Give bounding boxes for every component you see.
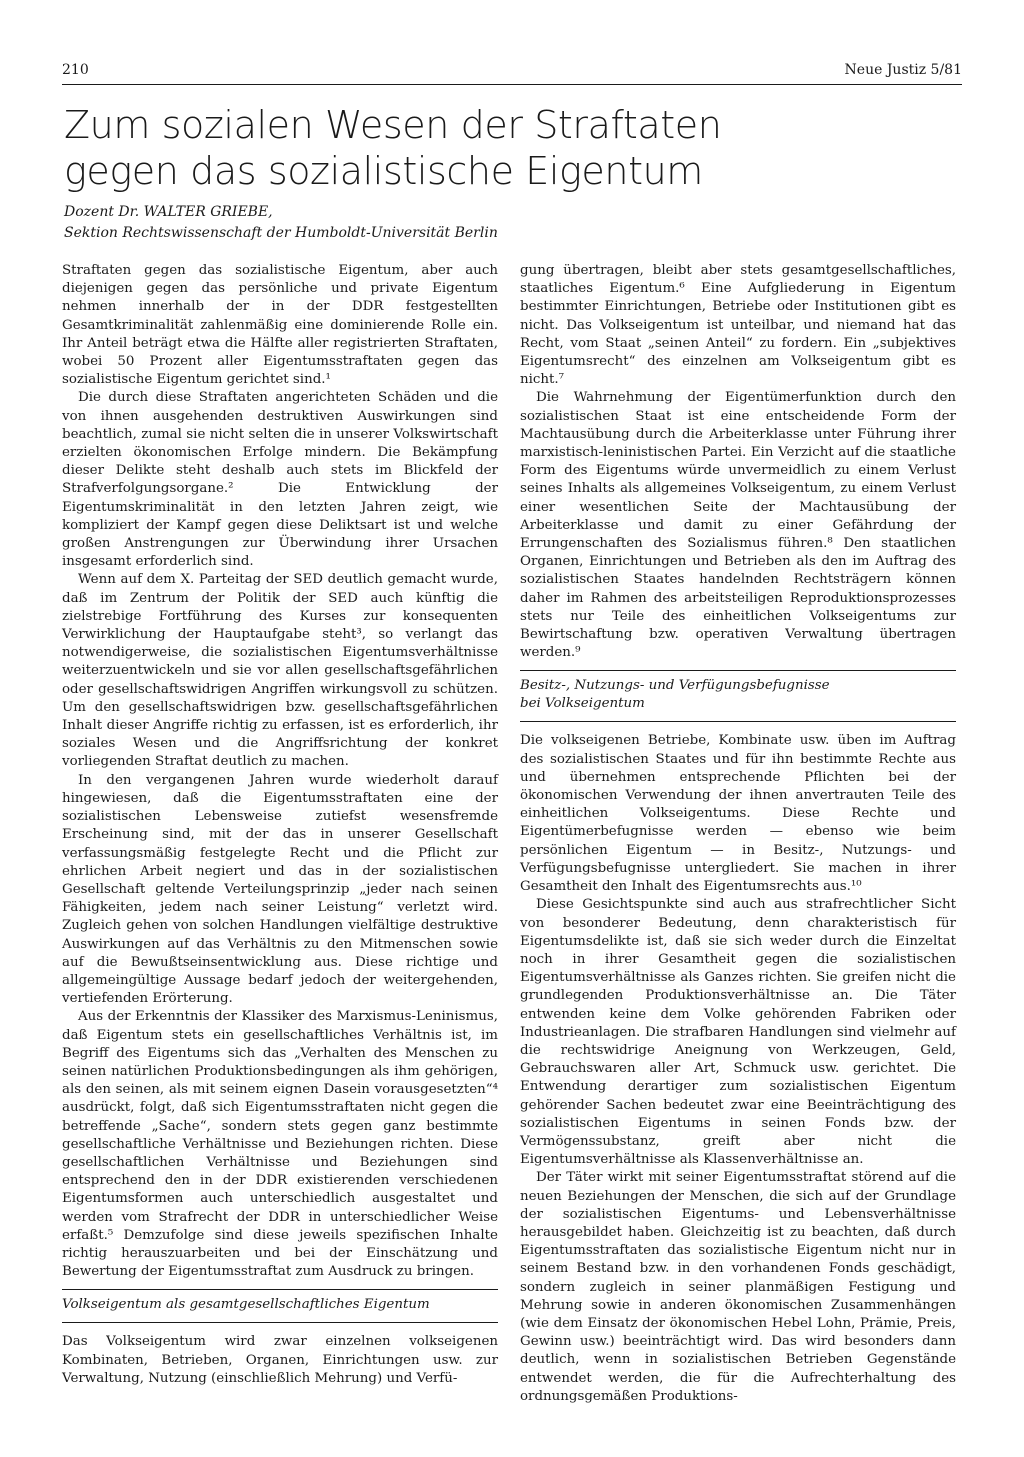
title-line-1: Zum sozialen Wesen der Straftaten bbox=[64, 103, 722, 147]
section-heading-line-1: Besitz-, Nutzungs- und Verfügungsbefugnisse bbox=[520, 678, 830, 694]
paragraph: Die durch diese Straftaten angerichteten Schäden und die von ihnen ausgehenden destruktiven Auswirkungen sind beachtlich, zumal sie nicht selten die in unserer Volkswirtschaft erzielten ökonomischen Erfolge mindern. Die Bekämpfung dieser Delikte steht deshalb auch stets im Blickfeld der Strafverfolgungsorgane.² Die Entwicklung der Eigentumskriminalität in den letzten Jahren zeigt, wie kompliziert der Kampf gegen diese Deliktsart ist und welche großen Anstrengungen zur Überwindung ihrer Ursachen insgesamt erforderlich sind. bbox=[62, 390, 498, 570]
paragraph: Die Wahrnehmung der Eigentümerfunktion durch den sozialistischen Staat ist eine entscheidende Form der Machtausübung durch die Arbeiterklasse unter Führung ihrer marxistisch-leninistischen Partei. Ein Verzicht auf die staatliche Form des Eigentums würde unvermeidlich zu einem Verlust seines Inhalts als allgemeines Volkseigentum, zu einem Verlust einer wesentlichen Seite der Machtausübung der Arbeiterklasse und damit zu einer Gefährdung der Errungenschaften des Sozialismus führen.⁸ Den staatlichen Organen, Einrichtungen und Betrieben als den im Auftrag des sozialistischen Staates handelnden Rechtsträgern können daher im Rahmen des arbeitsteiligen Reproduktionsprozesses stets nur Teile des einheitlichen Volkseigentums zur Bewirtschaftung bzw. operativen Verwaltung übertragen werden.⁹ bbox=[520, 390, 956, 661]
paragraph: Wenn auf dem X. Parteitag der SED deutlich gemacht wurde, daß im Zentrum der Politik der SED auch künftig die zielstrebige Fortführung des Kurses zur konsequenten Verwirklichung der Hauptaufgabe steht³, so verlangt das notwendigerweise, die sozialistischen Eigentumsverhältnisse weiterzuentwickeln und sie vor allen gesellschaftsgefährlichen oder gesellschaftswidrigen Angriffen wirkungsvoll zu schützen. Um den gesellschaftswidrigen bzw. gesellschaftsgefährlichen Inhalt dieser Angriffe richtig zu erfassen, ist es erforderlich, ihr soziales Wesen und die Angriffsrichtung der konkret vorliegenden Straftat deutlich zu machen. bbox=[62, 572, 498, 770]
paragraph: Straftaten gegen das sozialistische Eigentum, aber auch diejenigen gegen das persönliche und private Eigentum nehmen innerhalb der in der DDR festgestellten Gesamtkriminalität zahlenmäßig eine dominierende Rolle ein. Ihr Anteil beträgt etwa die Hälfte aller registrierten Straftaten, wobei 50 Prozent aller Eigentumsstraftaten gegen das sozialistische Eigentum gerichtet sind.¹ bbox=[62, 263, 498, 388]
paragraph: Der Täter wirkt mit seiner Eigentumsstraftat störend auf die neuen Beziehungen der Menschen, die sich auf der Grundlage der sozialistischen Eigentums- und Lebensverhältnisse herausgebildet haben. Gleichzeitig ist zu beachten, daß durch Eigentumsstraftaten das sozialistische Eigentum nicht nur in seinem Bestand bzw. in den vorhandenen Fonds geschädigt, sondern zugleich in seiner planmäßigen Festigung und Mehrung sowie in anderen ökonomischen Zusammenhängen (wie dem Einsatz der ökonomischen Hebel Lohn, Prämie, Preis, Gewinn usw.) beeinträchtigt wird. Das wird besonders dann deutlich, wenn in sozialistischen Betrieben Gegenstände entwendet werden, die für die Aufrechterhaltung des ordnungsgemäßen Produktions- bbox=[520, 1170, 956, 1404]
paragraph: Diese Gesichtspunkte sind auch aus strafrechtlicher Sicht von besonderer Bedeutung, denn charakteristisch für Eigentumsdelikte ist, daß sie sich weder durch die Einzeltat noch in ihrer Gesamtheit gegen die sozialistischen Eigentumsverhältnisse als Ganzes richten. Sie greifen nicht die grundlegenden Produktionsverhältnisse an. Die Täter entwenden keine dem Volke gehörenden Fabriken oder Industrieanlagen. Die strafbaren Handlungen sind vielmehr auf die rechtswidrige Aneignung von Werkzeugen, Geld, Gebrauchswaren aller Art, Schmuck usw. gerichtet. Die Entwendung derartiger zum sozialistischen Eigentum gehörender Sachen bedeutet zwar eine Beeinträchtigung des sozialistischen Eigentums in seinen Fonds bzw. der Vermögenssubstanz, greift aber nicht die Eigentumsverhältnisse als Klassenverhältnisse an. bbox=[520, 897, 956, 1168]
author-block bbox=[64, 202, 498, 244]
right-column bbox=[520, 262, 956, 1406]
paragraph: In den vergangenen Jahren wurde wiederholt darauf hingewiesen, daß die Eigentumsstraftaten eine der sozialistischen Lebensweise zutiefst wesensfremde Erscheinung sind, mit der das in unserer Gesellschaft verfassungsmäßig festgelegte Recht und die Pflicht zur ehrlichen Arbeit negiert und das in der sozialistischen Gesellschaft geltende Verteilungsprinzip „jeder nach seinen Fähigkeiten, jedem nach seiner Leistung“ verletzt wird. Zugleich gehen von solchen Handlungen vielfältige destruktive Auswirkungen auf das Verhältnis zu den Mitmenschen sowie auf die Bewußtseinsentwicklung aus. Diese richtige und allgemeingültige Aussage bedarf jedoch der weitergehenden, vertiefenden Erörterung. bbox=[62, 772, 498, 1007]
paragraph: Das Volkseigentum wird zwar einzelnen volkseigenen Kombinaten, Betrieben, Organen, Einrichtungen usw. zur Verwaltung, Nutzung (einschließlich Mehrung) und Verfü- bbox=[62, 1334, 498, 1386]
paragraph: Aus der Erkenntnis der Klassiker des Marxismus-Leninismus, daß Eigentum stets ein gesellschaftliches Verhältnis ist, im Begriff des Eigentums sich das „Verhalten des Menschen zu seinen natürlichen Produktionsbedingungen als ihm gehörigen, als den seinen, als mit seinem eignen Dasein vorausgesetzten“⁴ ausdrückt, folgt, daß sich Eigentumsstraftaten nicht gegen die betreffende „Sache“, sondern stets gegen ganz bestimmte gesellschaftliche Verhältnisse und Beziehungen richten. Diese gesellschaftlichen Verhältnisse und Beziehungen sind entsprechend den in der DDR existierenden verschiedenen Eigentumsformen auch unterschiedlich ausgestaltet und werden vom Strafrecht der DDR in unterschiedlicher Weise erfaßt.⁵ Demzufolge sind diese jeweils spezifischen Inhalte richtig herauszuarbeiten und bei der Einschätzung und Bewertung der Eigentumsstraftat zum Ausdruck zu bringen. bbox=[62, 1009, 498, 1280]
paragraph: Die volkseigenen Betriebe, Kombinate usw. üben im Auftrag des sozialistischen Staates und für ihn bestimmte Rechte aus und übernehmen entsprechende Pflichten bei der ökonomischen Verwendung der ihnen anvertrauten Teile des einheitlichen Volkseigentums. Diese Rechte und Eigentümerbefugnisse werden — ebenso wie beim persönlichen Eigentum — in Besitz-, Nutzungs- und Verfügungsbefugnisse untergliedert. Sie machen in ihrer Gesamtheit den Inhalt des Eigentumsrechts aus.¹⁰ bbox=[520, 733, 956, 895]
author-affiliation: Sektion Rechtswissenschaft der Humboldt-Universität Berlin bbox=[64, 225, 498, 241]
journal-issue: Neue Justiz 5/81 bbox=[844, 62, 962, 78]
title-line-2: gegen das sozialistische Eigentum bbox=[64, 149, 703, 193]
author-name: Dozent Dr. WALTER GRIEBE, bbox=[64, 204, 273, 220]
article-title bbox=[64, 102, 764, 194]
left-column bbox=[62, 262, 498, 1388]
section-heading-line-2: bei Volkseigentum bbox=[520, 696, 645, 712]
page-number: 210 bbox=[62, 62, 89, 78]
section-heading bbox=[62, 1289, 498, 1323]
header-rule bbox=[62, 84, 962, 85]
paragraph: gung übertragen, bleibt aber stets gesamtgesellschaftliches, staatliches Eigentum.⁶ Eine Aufgliederung in Eigentum bestimmter Einrichtungen, Betriebe oder Institutionen gibt es nicht. Das Volkseigentum ist unteilbar, und niemand hat das Recht, vom Staat „seinen Anteil“ zu fordern. Ein „subjektives Eigentumsrecht“ des einzelnen am Volkseigentum gibt es nicht.⁷ bbox=[520, 263, 956, 388]
section-heading bbox=[520, 670, 956, 722]
section-heading-text: Volkseigentum als gesamtgesellschaftliches Eigentum bbox=[62, 1297, 430, 1313]
